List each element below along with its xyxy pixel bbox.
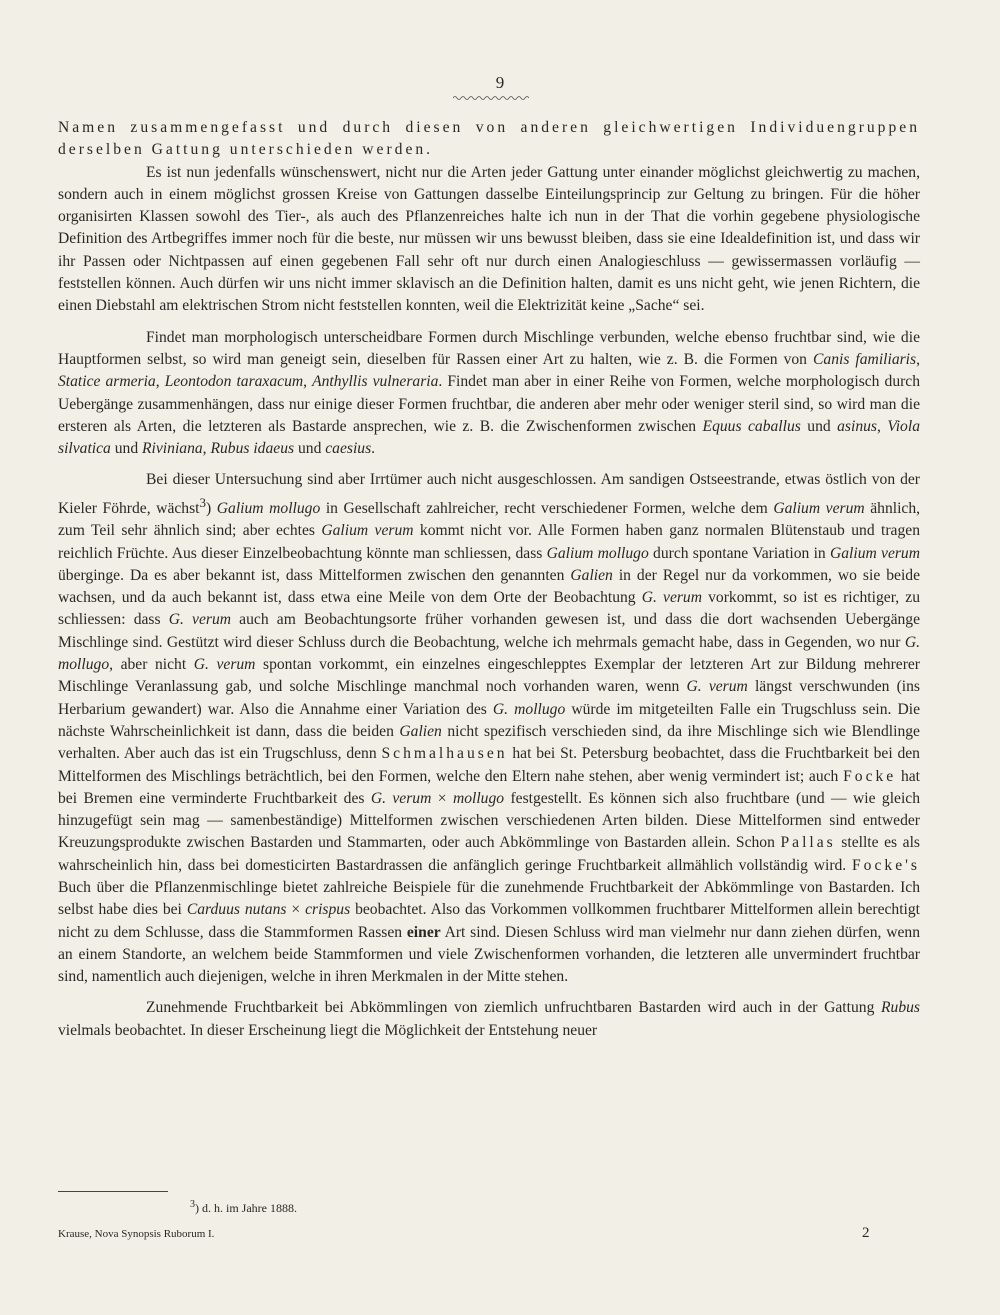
paragraph-p5 bbox=[58, 997, 920, 1042]
text-run: in der Regel nur da vorkommen, wo sie beide wachsen, und da auch bekannt ist, dass etwa eine Meile von dem Orte der Beobachtung bbox=[58, 566, 920, 607]
text-run: . Findet man aber in einer Reihe von Formen, welche morphologisch durch Uebergänge zusammenhängen, dass nur einige dieser Formen fruchtbar, die anderen aber mehr oder weniger steril sind, so wird man die ersteren als Arten, die letzteren als Bastarde ansprechen, wie z. B. die Zwischenformen zwischen bbox=[58, 373, 921, 435]
text-run: vielmals beobachtet. In dieser Erscheinung liegt die Möglichkeit der Entstehung neuer bbox=[58, 1021, 598, 1039]
italic-term: Galium mollugo bbox=[216, 499, 321, 517]
italic-term: Rubus bbox=[881, 999, 920, 1017]
text-run: Zunehmende Fruchtbarkeit bei Abkömmlingen von ziemlich unfruchtbaren Bastarden wird auch in der Gattung bbox=[146, 999, 882, 1017]
text-run: , bbox=[303, 373, 313, 391]
text-run: . bbox=[371, 440, 376, 458]
text-run: , bbox=[202, 440, 211, 458]
spaced-name: Pallas bbox=[780, 834, 836, 852]
text-run: , bbox=[916, 350, 920, 368]
italic-term: crispus bbox=[305, 901, 351, 919]
text-run: hat bei Bremen eine verminderte Fruchtbarkeit des bbox=[58, 767, 920, 807]
text-run: Bei dieser Untersuchung sind aber Irrtümer auch nicht ausgeschlossen. Am sandigen Ostseestrande, etwas östlich von der Kieler Föhrde, wächst bbox=[58, 471, 920, 517]
text-run: kommt nicht vor. Alle Formen haben ganz normalen Blütenstaub und tragen reichlich Früchte. Aus dieser Einzelbeobachtung könnte man schliessen, dass bbox=[58, 522, 920, 562]
text-run: festgestellt. Es können sich also fruchtbare (und — wie gleich hinzugefügt sein mag — samenbeständige) Mittelformen zwischen verschiedenen Arten bilden. Diese Mittelformen sind entweder Kreuzungsprodukte zwischen Bastarden und Stammarten, oder auch Abkömmlinge von Bastarden allein. Schon bbox=[58, 789, 921, 852]
italic-term: caesius bbox=[325, 440, 372, 458]
italic-term: asinus bbox=[837, 417, 877, 435]
italic-term: G. verum bbox=[370, 789, 432, 807]
italic-term: Carduus nutans bbox=[186, 901, 287, 919]
footnote-rule bbox=[58, 1191, 168, 1192]
italic-term: Riviniana bbox=[142, 440, 203, 458]
italic-term: G. verum bbox=[193, 656, 256, 674]
italic-term: G. verum bbox=[641, 589, 702, 607]
footnote-marker: 3 bbox=[190, 1199, 195, 1210]
text-run: Es ist nun jedenfalls wünschenswert, nicht nur die Arten jeder Gattung unter einander möglichst gleichwertig zu machen, sondern auch in einem möglichst grossen Kreise von Gattungen dasselbe Einteilungsprincip zur Geltung zu bringen. Für die höher organisirten Klassen sowohl des Tier-, als auch des Pflanzenreiches halte ich nun in der That die vorhin gegebene physiologische Definition des Artbegriffes immer noch für die beste, nur müssen wir uns bewusst bleiben, dass sie eine Idealdefinition ist, und dass wir ihr Passen oder Nichtpassen auf einen gegebenen Fall sehr oft nur durch einen Analogieschluss — gewissermassen vorläufig — feststellen können. Auch dürfen wir uns nicht immer sklavisch an die Definition halten, damit es uns nicht geht, wie jenen Richtern, die einen Diebstahl am elektrischen Strom nicht feststellen konnten, weil die Elektrizität keine „Sache“ sei. bbox=[58, 163, 920, 315]
paragraph-p4 bbox=[58, 469, 920, 988]
text-run: längst verschwunden (ins Herbarium gewandert) war. Also die Annahme einer Variation des bbox=[58, 678, 920, 718]
italic-term: G. mollugo bbox=[58, 633, 920, 674]
italic-term: Statice armeria bbox=[58, 373, 156, 391]
spaced-name: Schmalhausen bbox=[381, 745, 508, 763]
text-run: Buch über die Pflanzenmischlinge bietet zahlreiche Beispiele für die zunehmende Fruchtbarkeit der Abkömmlinge von Bastarden. Ich selbst habe dies bei bbox=[58, 878, 920, 919]
text-run: und bbox=[294, 440, 326, 458]
footer-sheet-number: 2 bbox=[862, 1225, 870, 1241]
italic-term: Galien bbox=[570, 566, 613, 584]
paragraph-p1 bbox=[58, 117, 920, 162]
body-text bbox=[58, 117, 920, 1042]
text-run: , bbox=[877, 417, 888, 435]
text-run: würde im mitgeteilten Falle ein Trugschluss sein. Die nächste Wahrscheinlichkeit ist dann, dass die beiden bbox=[58, 700, 920, 740]
italic-term: G. mollugo bbox=[492, 700, 566, 718]
text-run: × bbox=[286, 901, 306, 919]
text-run: × bbox=[431, 789, 453, 807]
text-run: ) bbox=[206, 499, 217, 517]
italic-term: Galium mollugo bbox=[546, 544, 649, 562]
text-run: einer bbox=[406, 923, 441, 941]
text-run: und bbox=[110, 440, 143, 458]
page-number-ornament bbox=[453, 95, 529, 101]
italic-term: Galium verum bbox=[321, 522, 414, 540]
page-number: 9 bbox=[495, 73, 505, 92]
italic-term: Rubus idaeus bbox=[210, 440, 295, 458]
text-run: vorkommt, so ist es richtiger, zu schliessen: dass bbox=[58, 589, 921, 629]
text-run: durch spontane Variation in bbox=[648, 544, 830, 562]
paragraph-p2 bbox=[58, 162, 920, 318]
text-run: Namen zusammengefasst und durch diesen von anderen gleichwertigen Individuengruppen derselben Gattung unterschieden werden. bbox=[58, 119, 920, 159]
footnote bbox=[190, 1199, 297, 1216]
italic-term: Galium verum bbox=[773, 499, 865, 517]
footnote-text: ) d. h. im Jahre 1888. bbox=[195, 1201, 297, 1215]
footer-signature: Krause, Nova Synopsis Ruborum I. bbox=[58, 1228, 215, 1240]
footnote-ref: 3 bbox=[199, 494, 206, 510]
italic-term: mollugo bbox=[452, 789, 505, 807]
italic-term: Leontodon taraxacum bbox=[164, 373, 304, 391]
italic-term: Anthyllis vulneraria bbox=[312, 373, 439, 391]
text-run: , aber nicht bbox=[109, 656, 194, 674]
italic-term: G. verum bbox=[168, 611, 232, 629]
text-run: auch am Beobachtungsorte früher vorhanden gewesen ist, und dass die dort wachsenden Uebergänge Mischlinge sind. Gestützt wird dieser Schluss durch die Beobachtung, welche ich mehrmals gemacht habe, dass in Gegenden, wo nur bbox=[58, 611, 921, 651]
text-run: hat bei St. Petersburg beobachtet, dass die Fruchtbarkeit bei den Mittelformen des Mischlings beträchtlich, bei den Formen, welche den Eltern nahe stehen, aber wenig vermindert ist; auch bbox=[58, 745, 920, 785]
text-run: in Gesellschaft zahlreicher, recht verschiedener Formen, welche dem bbox=[320, 499, 774, 517]
text-run: überginge. Da es aber bekannt ist, dass Mittelformen zwischen den genannten bbox=[58, 566, 571, 584]
paragraph-p3 bbox=[58, 327, 920, 461]
text-run: beobachtet. Also das Vorkommen vollkommen fruchtbarer Mittelformen allein berechtigt nicht zu dem Schlusse, dass die Stammformen Rassen bbox=[58, 901, 920, 941]
spaced-name: Focke's bbox=[852, 856, 920, 874]
spaced-name: Focke bbox=[843, 767, 897, 785]
text-run: und bbox=[800, 417, 838, 435]
italic-term: Galien bbox=[399, 722, 442, 740]
text-run: Art sind. Diesen Schluss wird man vielmehr nur dann ziehen dürfen, wenn an einem Standorte, an welchem beide Stammformen und viele Zwischenformen vorhanden, die letzteren alle unvermindert fruchtbar sind, namentlich auch diejenigen, welche in ihren Merkmalen in der Mitte stehen. bbox=[58, 923, 920, 986]
text-run: ähnlich, zum Teil sehr ähnlich sind; aber echtes bbox=[58, 499, 921, 540]
text-run: stellte es als wahrscheinlich hin, dass bei domesticirten Bastardrassen die anfänglich geringe Fruchtbarkeit allmählich vollständig wird. bbox=[58, 834, 920, 874]
italic-term: Canis familiaris bbox=[813, 350, 917, 368]
text-run: , bbox=[155, 373, 165, 391]
text-run: nicht spezifisch verschieden sind, da ihre Mischlinge sich wie Blendlinge verhalten. Aber auch das ist ein Trugschluss, denn bbox=[58, 722, 920, 763]
text-run: spontan vorkommt, ein einzelnes eingeschlepptes Exemplar der letzteren Art zur Bildung mehrerer Mischlinge Veranlassung gab, und solche Mischlinge manchmal noch vorhanden waren, wenn bbox=[58, 656, 920, 696]
italic-term: Viola silvatica bbox=[58, 417, 920, 458]
italic-term: Galium verum bbox=[829, 544, 920, 562]
text-run: Findet man morphologisch unterscheidbare Formen durch Mischlinge verbunden, welche ebenso fruchtbar sind, wie die Hauptformen selbst, so wird man geneigt sein, dieselben für Rassen einer Art zu halten, wie z. B. die Formen von bbox=[58, 328, 920, 368]
italic-term: G. verum bbox=[686, 678, 748, 696]
italic-term: Equus caballus bbox=[702, 417, 801, 435]
